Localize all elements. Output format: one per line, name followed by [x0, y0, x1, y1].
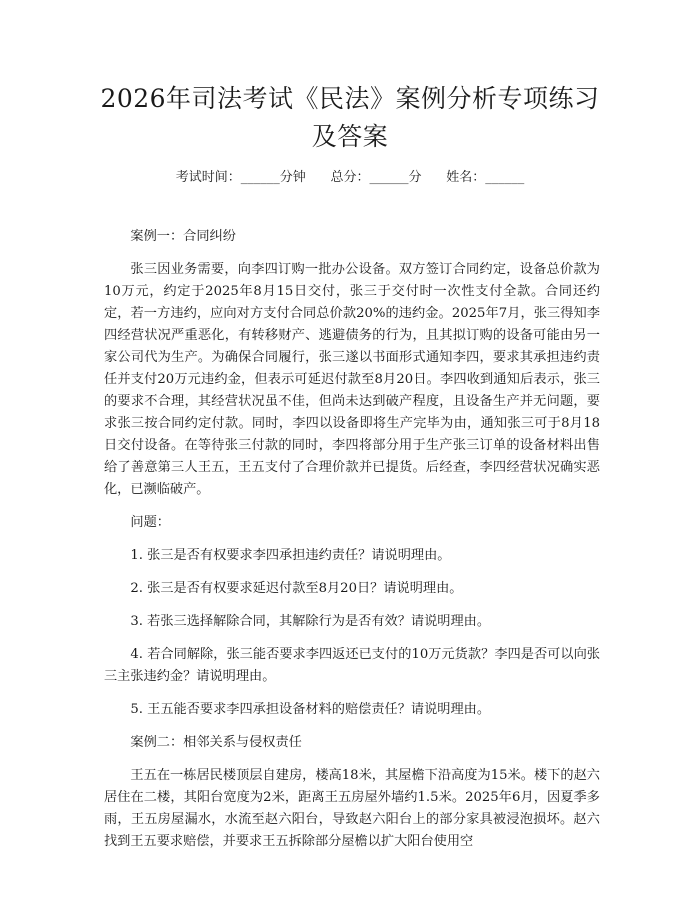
document-body: [104, 226, 600, 864]
case1-question-3: 3. 若张三选择解除合同，其解除行为是否有效？请说明理由。: [130, 614, 491, 629]
case1-question-1: 1. 张三是否有权要求李四承担违约责任？请说明理由。: [130, 548, 451, 563]
case1-questions-label: 问题：: [130, 515, 170, 530]
case1-body: 张三因业务需要，向李四订购一批办公设备。双方签订合同约定，设备总价款为10万元，约定于2025年8月15日交付，张三于交付时一次性支付全款。合同还约定，若一方违约，应向对方支付合同总价款20%的违约金。2025年7月，张三得知李四经营状况严重恶化，有转移财产、逃避债务的行为，且其拟订购的设备可能由另一家公司代为生产。为确保合同履行，张三遂以书面形式通知李四，要求其承担违约责任并支付20万元违约金，但表示可延迟付款至8月20日。李四收到通知后表示，张三的要求不合理，其经营状况虽不佳，但尚未达到破产程度，且设备生产并无问题，要求张三按合同约定付款。同时，李四以设备即将生产完毕为由，通知张三可于8月18日交付设备。在等待张三付款的同时，李四将部分用于生产张三订单的设备材料出售给了善意第三人王五，王五支付了合理价款并已提货。后经查，李四经营状况确实恶化，已濒临破产。: [104, 262, 600, 497]
case1-question-2: 2. 张三是否有权要求延迟付款至8月20日？请说明理由。: [130, 581, 463, 596]
case2-body: 王五在一栋居民楼顶层自建房，楼高18米，其屋檐下沿高度为15米。楼下的赵六居住在二楼，其阳台宽度为2米，距离王五房屋外墙约1.5米。2025年6月，因夏季多雨，王五房屋漏水，水流至赵六阳台，导致赵六阳台上的部分家具被浸泡损坏。赵六找到王五要求赔偿，并要求王五拆除部分屋檐以扩大阳台使用空: [104, 768, 600, 849]
case1-heading: 案例一：合同纠纷: [130, 229, 236, 244]
exam-info-line: 考试时间：______分钟 总分：______分 姓名：______: [175, 170, 525, 185]
case2-heading: 案例二：相邻关系与侵权责任: [130, 735, 302, 750]
case1-question-4: 4. 若合同解除，张三能否要求李四返还已支付的10万元货款？李四是否可以向张三主张违约金？请说明理由。: [104, 647, 600, 684]
case1-question-5: 5. 王五能否要求李四承担设备材料的赔偿责任？请说明理由。: [130, 702, 491, 717]
document-title: 2026年司法考试《民法》案例分析专项练习及答案: [100, 84, 600, 151]
